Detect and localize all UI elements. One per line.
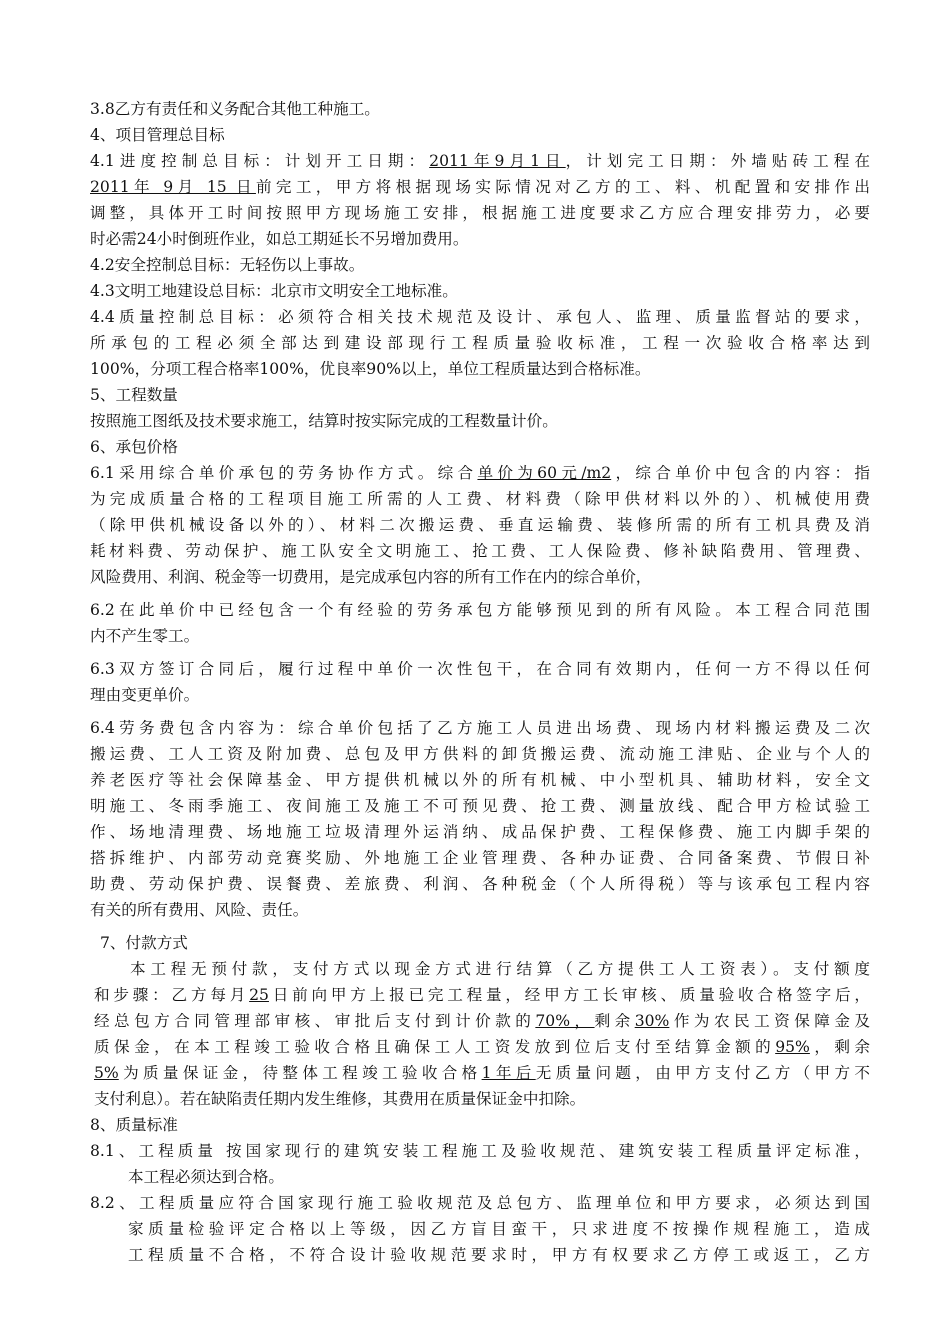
section-7-line-6: 支付利息）。若在缺陷责任期内发生维修，其费用在质量保证金中扣除。 [94,1090,586,1108]
clause-6-4 [90,715,870,923]
unit-price: 单价为60元/m2 [477,464,612,482]
clause-6-1-text-b: ，综合单价中包含的内容：指 [611,464,870,482]
section-7-line-1: 本工程无预付款，支付方式以现金方式进行结算（乙方提供工人工资表）。支付额度 [130,960,870,978]
section-8-title: 8、质量标准 [90,1116,178,1134]
section-7-text-5b: 为质量保证金，待整体工程竣工验收合格 [118,1064,482,1082]
section-7-text-2a: 和步骤：乙方每月 [94,986,250,1004]
section-7-title: 7、付款方式 [100,934,188,952]
clause-6-1 [90,460,870,590]
clause-4-4-line-2: 所承包的工程必须全部达到建设部现行工程质量验收标准，工程一次验收合格率达到 [90,334,870,352]
clause-8-1-line-2: 本工程必须达到合格。 [128,1168,284,1186]
clause-4-1-text-c: 前完工，甲方将根据现场实际情况对乙方的工、料、机配置和安排作出 [255,178,870,196]
clause-6-4-line-8: 有关的所有费用、风险、责任。 [90,901,309,919]
section-4-title: 4、项目管理总目标 [90,126,225,144]
section-7-body [90,956,870,1112]
clause-6-1-line-3: （除甲供机械设备以外的）、材料二次搬运费、垂直运输费、装修所需的所有工机具费及消 [90,516,870,534]
clause-6-3-line-2: 理由变更单价。 [90,686,200,704]
clause-8-2-line-2: 家质量检验评定合格以上等级，因乙方盲目蛮干，只求进度不按操作规程施工，造成 [128,1220,870,1238]
clause-6-1-text-a: 6.1采用综合单价承包的劳务协作方式。综合 [90,464,478,482]
guarantee-percent-5: 5% [94,1064,119,1082]
clause-6-1-line-1 [90,460,870,486]
section-7-text-3c: 作为农民工资保障金及 [669,1012,870,1030]
clause-6-4-line-6: 搭拆维护、内部劳动竞赛奖励、外地施工企业管理费、各种办证费、合同备案费、节假日补 [90,849,870,867]
warranty-period: 1年后 [481,1064,536,1082]
clause-4-4-line-3: 100%，分项工程合格率100%，优良率90%以上，单位工程质量达到合格标准。 [90,360,651,378]
clause-6-1-line-4: 耗材料费、劳动保护、施工队安全文明施工、抢工费、工人保险费、修补缺陷费用、管理费、 [90,542,870,560]
clause-6-1-line-5: 风险费用、利润、税金等一切费用，是完成承包内容的所有工作在内的综合单价， [90,568,652,586]
clause-4-2: 4.2安全控制总目标：无轻伤以上事故。 [90,256,365,274]
clause-4-4 [90,304,870,382]
clause-6-3-line-1: 6.3双方签订合同后，履行过程中单价一次性包干，在合同有效期内，任何一方不得以任何 [90,660,870,678]
clause-4-3: 4.3文明工地建设总目标：北京市文明安全工地标准。 [90,282,458,300]
clause-4-1-line-2 [90,174,870,200]
clause-4-1-line-4: 时必需24小时倒班作业，如总工期延长不另增加费用。 [90,230,469,248]
clause-6-4-line-1: 6.4劳务费包含内容为：综合单价包括了乙方施工人员进出场费、现场内材料搬运费及二次 [90,719,870,737]
clause-6-4-line-5: 作、场地清理费、场地施工垃圾清理外运消纳、成品保护费、工程保修费、施工内脚手架的 [90,823,870,841]
section-7-text-4a: 质保金，在本工程竣工验收合格且确保工人工资发放到位后支付至结算金额的 [94,1038,776,1056]
clause-8-2-line-3: 工程质量不合格，不符合设计验收规范要求时，甲方有权要求乙方停工或返工，乙方 [128,1246,870,1264]
retention-percent-30: 30% [634,1012,670,1030]
clause-8-2-line-1: 8.2、工程质量应符合国家现行施工验收规范及总包方、监理单位和甲方要求，必须达到国 [90,1194,870,1212]
section-7-line-4 [94,1034,870,1060]
section-5-title: 5、工程数量 [90,386,178,404]
clause-6-2-line-2: 内不产生零工。 [90,627,200,645]
settlement-percent-95: 95% [775,1038,810,1056]
section-7-line-2 [94,982,870,1008]
report-day: 25 [249,986,269,1004]
contract-page [90,96,870,1268]
section-7-line-3 [94,1008,870,1034]
payment-percent-70: 70%， [535,1012,595,1030]
section-7-text-3a: 经总包方合同管理部审核、审批后支付到计价款的 [94,1012,536,1030]
clause-8-1-line-1: 8.1、工程质量 按国家现行的建筑安装工程施工及验收规范、建筑安装工程质量评定标准， [90,1142,870,1160]
clause-3-8: 3.8乙方有责任和义务配合其他工种施工。 [90,100,380,118]
section-5-text: 按照施工图纸及技术要求施工，结算时按实际完成的工程数量计价。 [90,412,558,430]
section-6-title: 6、承包价格 [90,438,178,456]
clause-4-1 [90,148,870,252]
section-7-text-3b: 剩余 [594,1012,635,1030]
clause-6-4-line-7: 助费、劳动保护费、误餐费、差旅费、利润、各种税金（个人所得税）等与该承包工程内容 [90,875,870,893]
clause-6-4-line-2: 搬运费、工人工资及附加费、总包及甲方供料的卸货搬运费、流动施工津贴、企业与个人的 [90,745,870,763]
clause-6-4-line-4: 明施工、冬雨季施工、夜间施工及施工不可预见费、抢工费、测量放线、配合甲方检试验工 [90,797,870,815]
clause-4-1-text-b: ，计划完工日期：外墙贴砖工程在 [565,152,870,170]
clause-4-1-line-1 [90,148,870,174]
planned-end-date: 2011年 9月 15 日 [90,178,256,196]
clause-8-1 [90,1138,870,1190]
clause-4-1-text-a: 4.1进度控制总目标：计划开工日期： [90,152,430,170]
clause-6-1-line-2: 为完成质量合格的工程项目施工所需的人工费、材料费（除甲供材料以外的）、机械使用费 [90,490,870,508]
section-7-text-5c: 无质量问题，由甲方支付乙方（甲方不 [535,1064,870,1082]
section-7-line-5 [94,1060,870,1086]
clause-6-4-line-3: 养老医疗等社会保障基金、甲方提供机械以外的所有机械、中小型机具、辅助材料，安全文 [90,771,870,789]
clause-4-1-line-3: 调整，具体开工时间按照甲方现场施工安排，根据施工进度要求乙方应合理安排劳力，必要 [90,204,870,222]
section-7-text-2b: 日前向甲方上报已完工程量，经甲方工长审核、质量验收合格签字后， [268,986,870,1004]
clause-6-2 [90,597,870,649]
planned-start-date: 2011年9月1日 [429,152,566,170]
clause-6-3 [90,656,870,708]
clause-6-2-line-1: 6.2在此单价中已经包含一个有经验的劳务承包方能够预见到的所有风险。本工程合同范围 [90,601,870,619]
clause-4-4-line-1: 4.4质量控制总目标：必须符合相关技术规范及设计、承包人、监理、质量监督站的要求， [90,308,870,326]
clause-8-2 [90,1190,870,1268]
section-7-text-4b: ，剩余 [809,1038,870,1056]
